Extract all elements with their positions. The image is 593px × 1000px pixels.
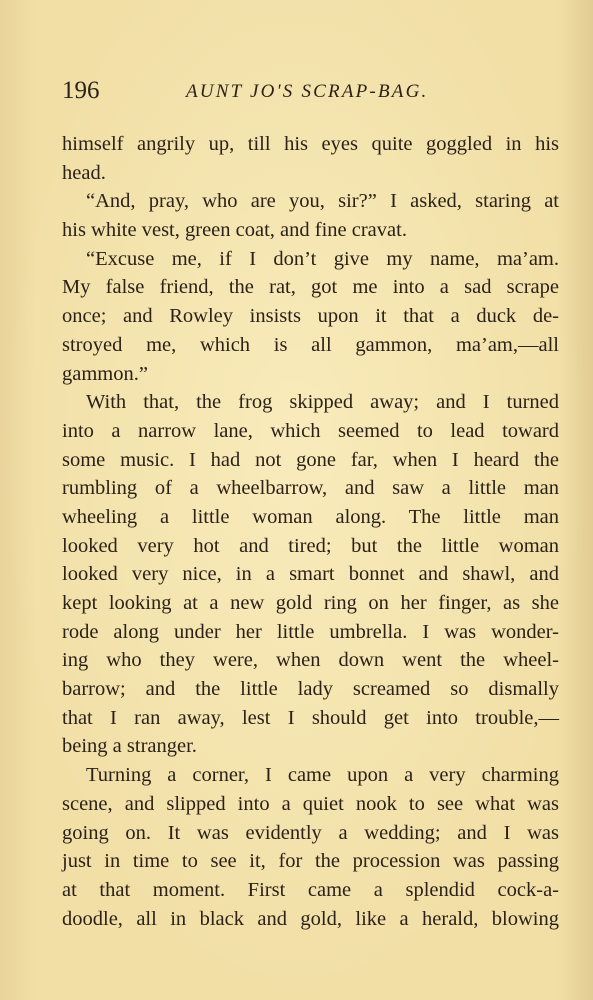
text-line: ing who they were, when down went the wheel- — [62, 649, 559, 672]
text-line: at that moment. First came a splendid cock-a- — [62, 878, 559, 901]
text-line: Turning a corner, I came upon a very charming — [86, 764, 559, 787]
text-line: gammon.” — [62, 362, 148, 385]
text-line: stroyed me, which is all gammon, ma’am,—all — [62, 333, 559, 356]
text-line: My false friend, the rat, got me into a sad scrape — [62, 276, 559, 299]
text-line: kept looking at a new gold ring on her finger, as she — [62, 592, 559, 614]
text-line: just in time to see it, for the procession was passing — [62, 850, 559, 873]
text-line: going on. It was evidently a wedding; and I was — [62, 821, 559, 844]
text-line: barrow; and the little lady screamed so dismally — [62, 678, 559, 701]
page-number: 196 — [62, 77, 100, 104]
text-line: rumbling of a wheelbarrow, and saw a little man — [62, 477, 559, 500]
page-header — [62, 76, 559, 110]
text-line: head. — [62, 161, 106, 184]
text-line: himself angrily up, till his eyes quite goggled in his — [62, 133, 559, 155]
text-line: looked very hot and tired; but the little woman — [62, 534, 559, 557]
text-line: scene, and slipped into a quiet nook to see what was — [62, 792, 559, 815]
text-line: into a narrow lane, which seemed to lead toward — [62, 419, 559, 442]
text-line: With that, the frog skipped away; and I turned — [86, 391, 559, 414]
body-text — [62, 130, 559, 933]
text-line: his white vest, green coat, and fine cravat. — [62, 219, 407, 242]
text-line: once; and Rowley insists upon it that a duck de- — [62, 305, 559, 328]
text-line: that I ran away, lest I should get into trouble,— — [62, 706, 559, 729]
text-line: doodle, all in black and gold, like a herald, blowing — [62, 907, 559, 930]
text-line: wheeling a little woman along. The little man — [62, 505, 559, 528]
text-line: being a stranger. — [62, 735, 197, 758]
text-line: “Excuse me, if I don’t give my name, ma’am. — [86, 247, 559, 270]
text-line: rode along under her little umbrella. I was wonder- — [62, 620, 559, 643]
text-line: looked very nice, in a smart bonnet and shawl, and — [62, 563, 559, 586]
text-line: “And, pray, who are you, sir?” I asked, staring at — [86, 190, 559, 213]
text-line: some music. I had not gone far, when I heard the — [62, 448, 559, 471]
running-head: AUNT JO'S SCRAP-BAG. — [186, 81, 429, 102]
